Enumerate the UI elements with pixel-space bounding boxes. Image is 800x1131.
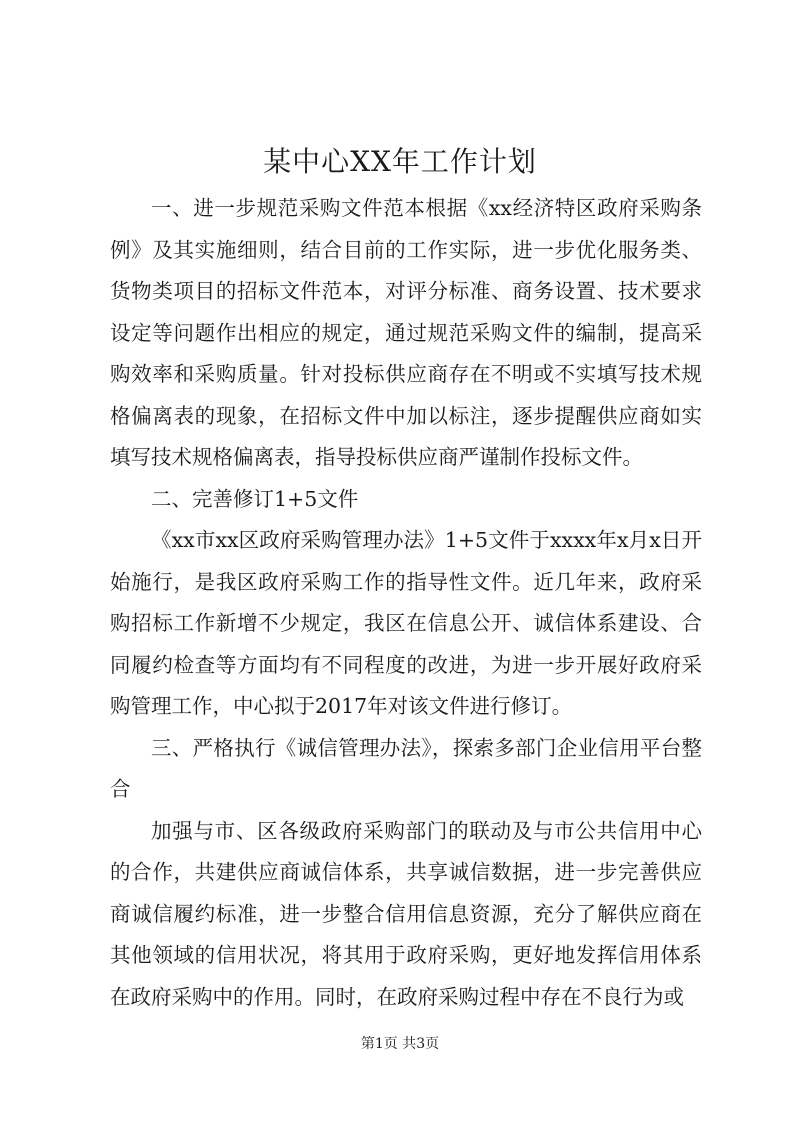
document-title: 某中心XX年工作计划 xyxy=(263,145,537,178)
paragraph-section-1: 一、进一步规范采购文件范本根据《xx经济特区政府采购条例》及其实施细则，结合目前的工作实际，进一步优化服务类、货物类项目的招标文件范本，对评分标准、商务设置、技术要求设定等问题作出相应的规定，通过规范采购文件的编制，提高采购效率和采购质量。针对投标供应商存在不明或不实填写技术规格偏离表的现象，在招标文件中加以标注，逐步提醒供应商如实填写技术规格偏离表，指导投标供应商严谨制作投标文件。 xyxy=(110,196,702,469)
paragraph-section-2-body: 《xx市xx区政府采购管理办法》1+5文件于xxxx年x月x日开始施行，是我区政府采购工作的指导性文件。近几年来，政府采购招标工作新增不少规定，我区在信息公开、诚信体系建设、合同履约检查等方面均有不同程度的改进，为进一步开展好政府采购管理工作，中心拟于2017年对该文件进行修订。 xyxy=(110,528,702,718)
paragraph-section-3-body: 加强与市、区各级政府采购部门的联动及与市公共信用中心的合作，共建供应商诚信体系，共享诚信数据，进一步完善供应商诚信履约标准，进一步整合信用信息资源，充分了解供应商在其他领域的信用状况，将其用于政府采购，更好地发挥信用体系在政府采购中的作用。同时，在政府采购过程中存在不良行为或 xyxy=(110,818,702,1009)
paragraph-section-2-heading: 二、完善修订1+5文件 xyxy=(151,486,359,511)
document-body xyxy=(110,188,702,1018)
paragraph-section-3-heading: 三、严格执行《诚信管理办法》，探索多部门企业信用平台整合 xyxy=(110,735,702,801)
page-footer: 第1页 共3页 xyxy=(360,1036,440,1052)
